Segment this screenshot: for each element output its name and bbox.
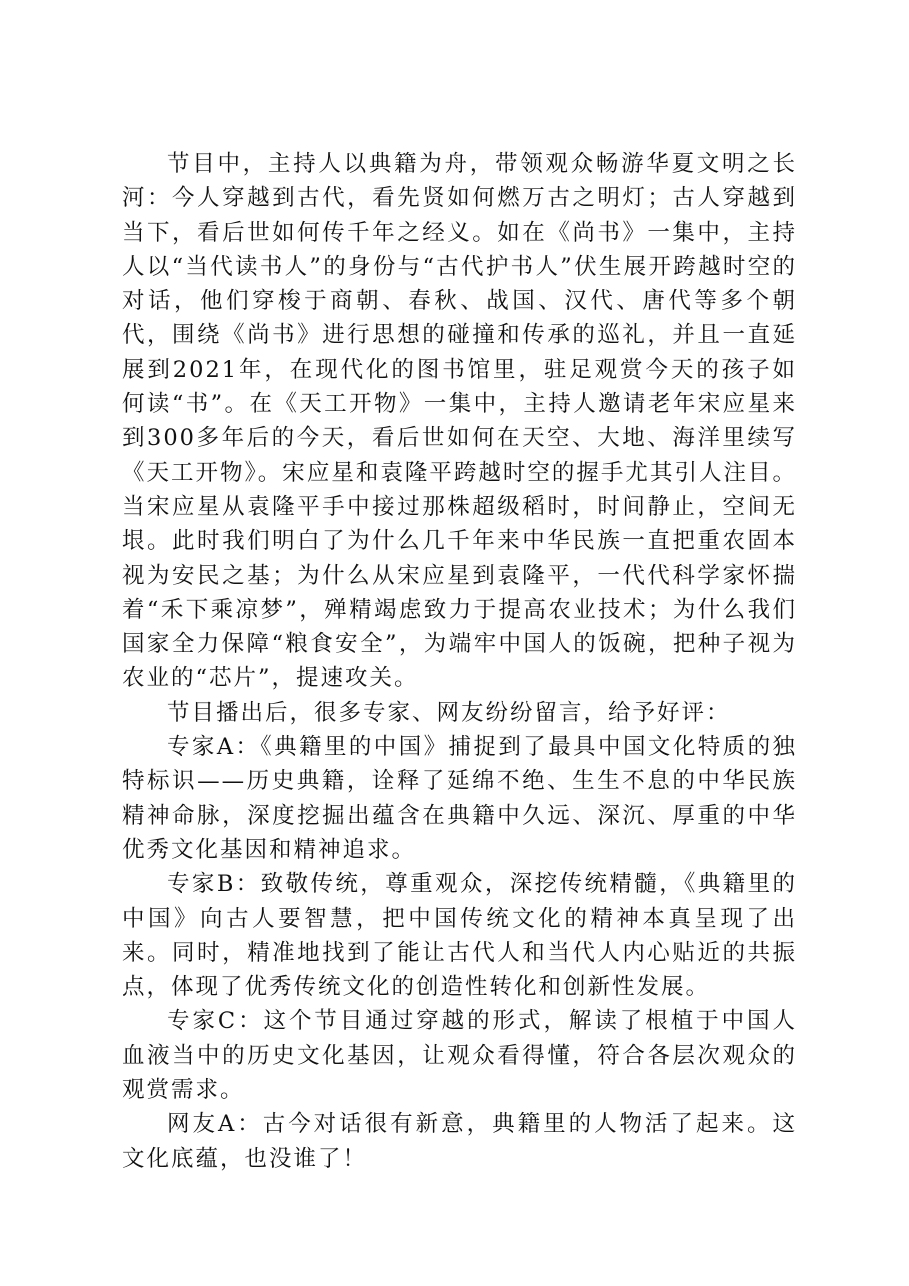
paragraph-expert-c: 专家C：这个节目通过穿越的形式，解读了根植于中国人血液当中的历史文化基因，让观众看得懂，符合各层次观众的观赏需求。 (122, 1008, 797, 1104)
paragraph-reviews-intro: 节目播出后，很多专家、网友纷纷留言，给予好评： (167, 699, 731, 726)
paragraph-expert-a: 专家A：《典籍里的中国》捕捉到了最具中国文化特质的独特标识——历史典籍，诠释了延绵不绝、生生不息的中华民族精神命脉，深度挖掘出蕴含在典籍中久远、深沉、厚重的中华优秀文化基因和精神追求。 (122, 734, 797, 863)
document-body (122, 147, 797, 1176)
paragraph-expert-b: 专家B：致敬传统，尊重观众，深挖传统精髓，《典籍里的中国》向古人要智慧，把中国传统文化的精神本真呈现了出来。同时，精准地找到了能让古代人和当代人内心贴近的共振点，体现了优秀传统文化的创造性转化和创新性发展。 (122, 871, 797, 1001)
paragraph-program-description: 节目中，主持人以典籍为舟，带领观众畅游华夏文明之长河：今人穿越到古代，看先贤如何燃万古之明灯；古人穿越到当下，看后世如何传千年之经义。如在《尚书》一集中，主持人以“当代读书人”的身份与“古代护书人”伏生展开跨越时空的对话，他们穿梭于商朝、春秋、战国、汉代、唐代等多个朝代，围绕《尚书》进行思想的碰撞和传承的巡礼，并且一直延展到2021年，在现代化的图书馆里，驻足观赏今天的孩子如何读“书”。在《天工开物》一集中，主持人邀请老年宋应星来到300多年后的今天，看后世如何在天空、大地、海洋里续写《天工开物》。宋应星和袁隆平跨越时空的握手尤其引人注目。当宋应星从袁隆平手中接过那株超级稻时，时间静止，空间无垠。此时我们明白了为什么几千年来中华民族一直把重农固本视为安民之基；为什么从宋应星到袁隆平，一代代科学家怀揣着“禾下乘凉梦”，殚精竭虑致力于提高农业技术；为什么我们国家全力保障“粮食安全”，为端牢中国人的饭碗，把种子视为农业的“芯片”，提速攻关。 (122, 151, 797, 692)
paragraph-netizen-a: 网友A：古今对话很有新意，典籍里的人物活了起来。这文化底蕴，也没谁了！ (122, 1111, 797, 1172)
